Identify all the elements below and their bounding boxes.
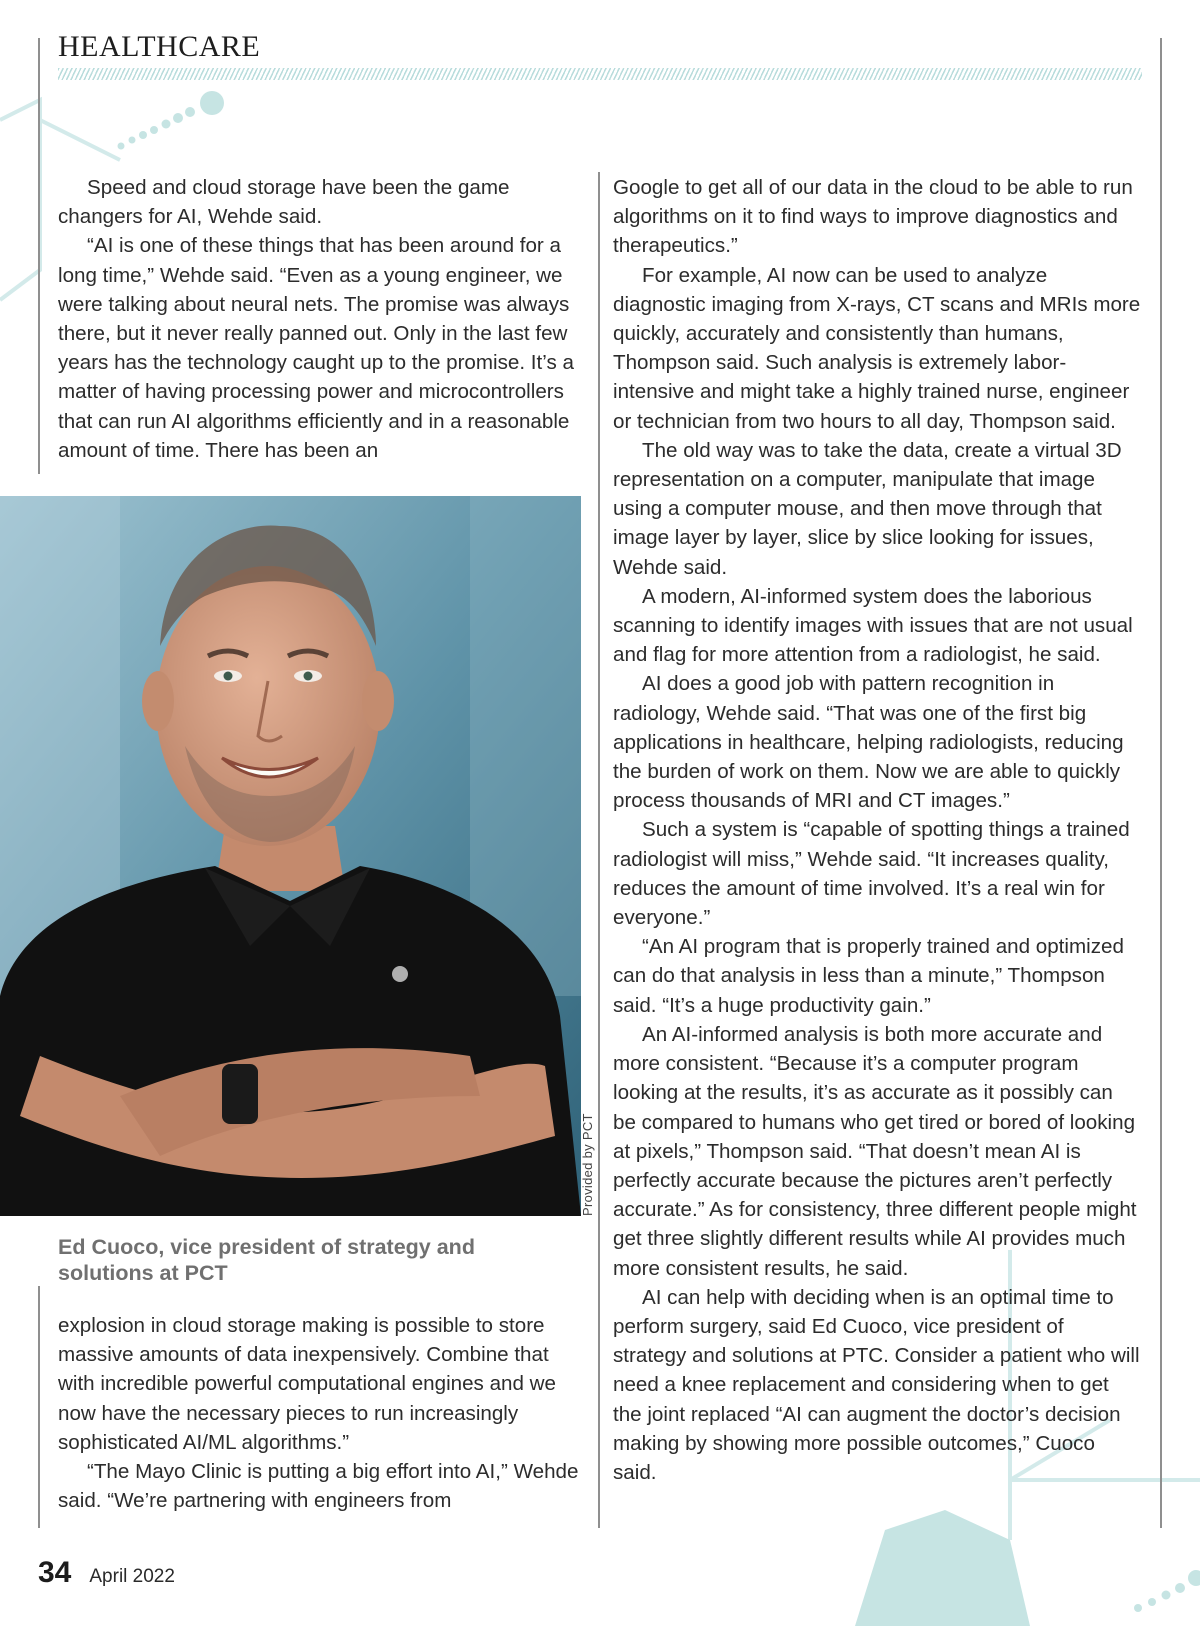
- right-column: [613, 173, 1141, 1487]
- paragraph: Such a system is “capable of spotting things a trained radiologist will miss,” Wehde said. “It increases quality, reduces the amount of time involved. It’s a real win for everyone.”: [613, 818, 1130, 930]
- paragraph: Speed and cloud storage have been the game changers for AI, Wehde said.: [58, 176, 510, 229]
- paragraph: For example, AI now can be used to analyze diagnostic imaging from X-rays, CT scans and MRIs more quickly, accurately and consistently than humans, Thompson said. Such analysis is extremely labor-intensive and might take a highly trained nurse, engineer or technician from two hours to all day, Thompson said.: [613, 263, 1141, 433]
- page-footer: [38, 1556, 175, 1590]
- column-rule-right: [1160, 38, 1162, 1528]
- paragraph: “The Mayo Clinic is putting a big effort into AI,” Wehde said. “We’re partnering with engineers from: [58, 1460, 579, 1513]
- paragraph: AI does a good job with pattern recognition in radiology, Wehde said. “That was one of the first big applications in healthcare, helping radiologists, reducing the burden of work on them. Now we are able to quickly process thousands of MRI and CT images.”: [613, 672, 1124, 813]
- left-column-bottom: [58, 1311, 588, 1515]
- paragraph: An AI-informed analysis is both more accurate and more consistent. “Because it’s a computer program looking at the results, it’s as accurate as it possibly can be compared to humans who get tired or bored of looking at pixels,” Thompson said. “That doesn’t mean AI is perfectly accurate because the pictures aren’t perfectly accurate.” As for consistency, three different people might get three slightly different results while AI provides much more consistent results, he said.: [613, 1022, 1137, 1280]
- paragraph: explosion in cloud storage making is possible to store massive amounts of data inexpensively. Combine that with incredible powerful computational engines and we now have the necessary pieces to run increasingly sophisticated AI/ML algorithms.”: [58, 1314, 556, 1454]
- paragraph: The old way was to take the data, create a virtual 3D representation on a computer, manipulate that image using a computer mouse, and then move through that image layer by layer, slice by slice looking for issues, Wehde said.: [613, 438, 1122, 579]
- column-rule-center: [598, 172, 600, 1528]
- header-hatch-rule: [58, 68, 1142, 80]
- portrait-photo: [0, 496, 581, 1216]
- paragraph: AI can help with deciding when is an optimal time to perform surgery, said Ed Cuoco, vice president of strategy and solutions at PTC. Consider a patient who will need a knee replacement and considering when to get the joint replaced “AI can augment the doctor’s decision making by showing more possible outcomes,” Cuoco said.: [613, 1285, 1140, 1484]
- paragraph: A modern, AI-informed system does the laborious scanning to identify images with issues that are not usual and flag for more attention from a radiologist, he said.: [613, 584, 1133, 667]
- column-rule-left-bottom: [38, 1286, 40, 1528]
- page-number: 34: [38, 1556, 72, 1589]
- photo-caption: Ed Cuoco, vice president of strategy and solutions at PCT: [58, 1235, 475, 1285]
- section-title: HEALTHCARE: [58, 30, 261, 63]
- left-column-top: [58, 173, 588, 465]
- issue-date: April 2022: [89, 1566, 175, 1587]
- paragraph: Google to get all of our data in the cloud to be able to run algorithms on it to find ways to improve diagnostics and therapeutics.”: [613, 176, 1133, 258]
- column-rule-left-top: [38, 38, 40, 474]
- paragraph: “An AI program that is properly trained and optimized can do that analysis in less than a minute,” Thompson said. “It’s a huge productivity gain.”: [613, 935, 1124, 1017]
- photo-credit: Provided by PCT: [580, 1113, 595, 1216]
- paragraph: “AI is one of these things that has been around for a long time,” Wehde said. “Even as a young engineer, we were talking about neural nets. The promise was always there, but it never really panned out. Only in the last few years has the technology caught up to the promise. It’s a matter of having processing power and microcontrollers that can run AI algorithms efficiently and in a reasonable amount of time. There has been an: [58, 234, 574, 462]
